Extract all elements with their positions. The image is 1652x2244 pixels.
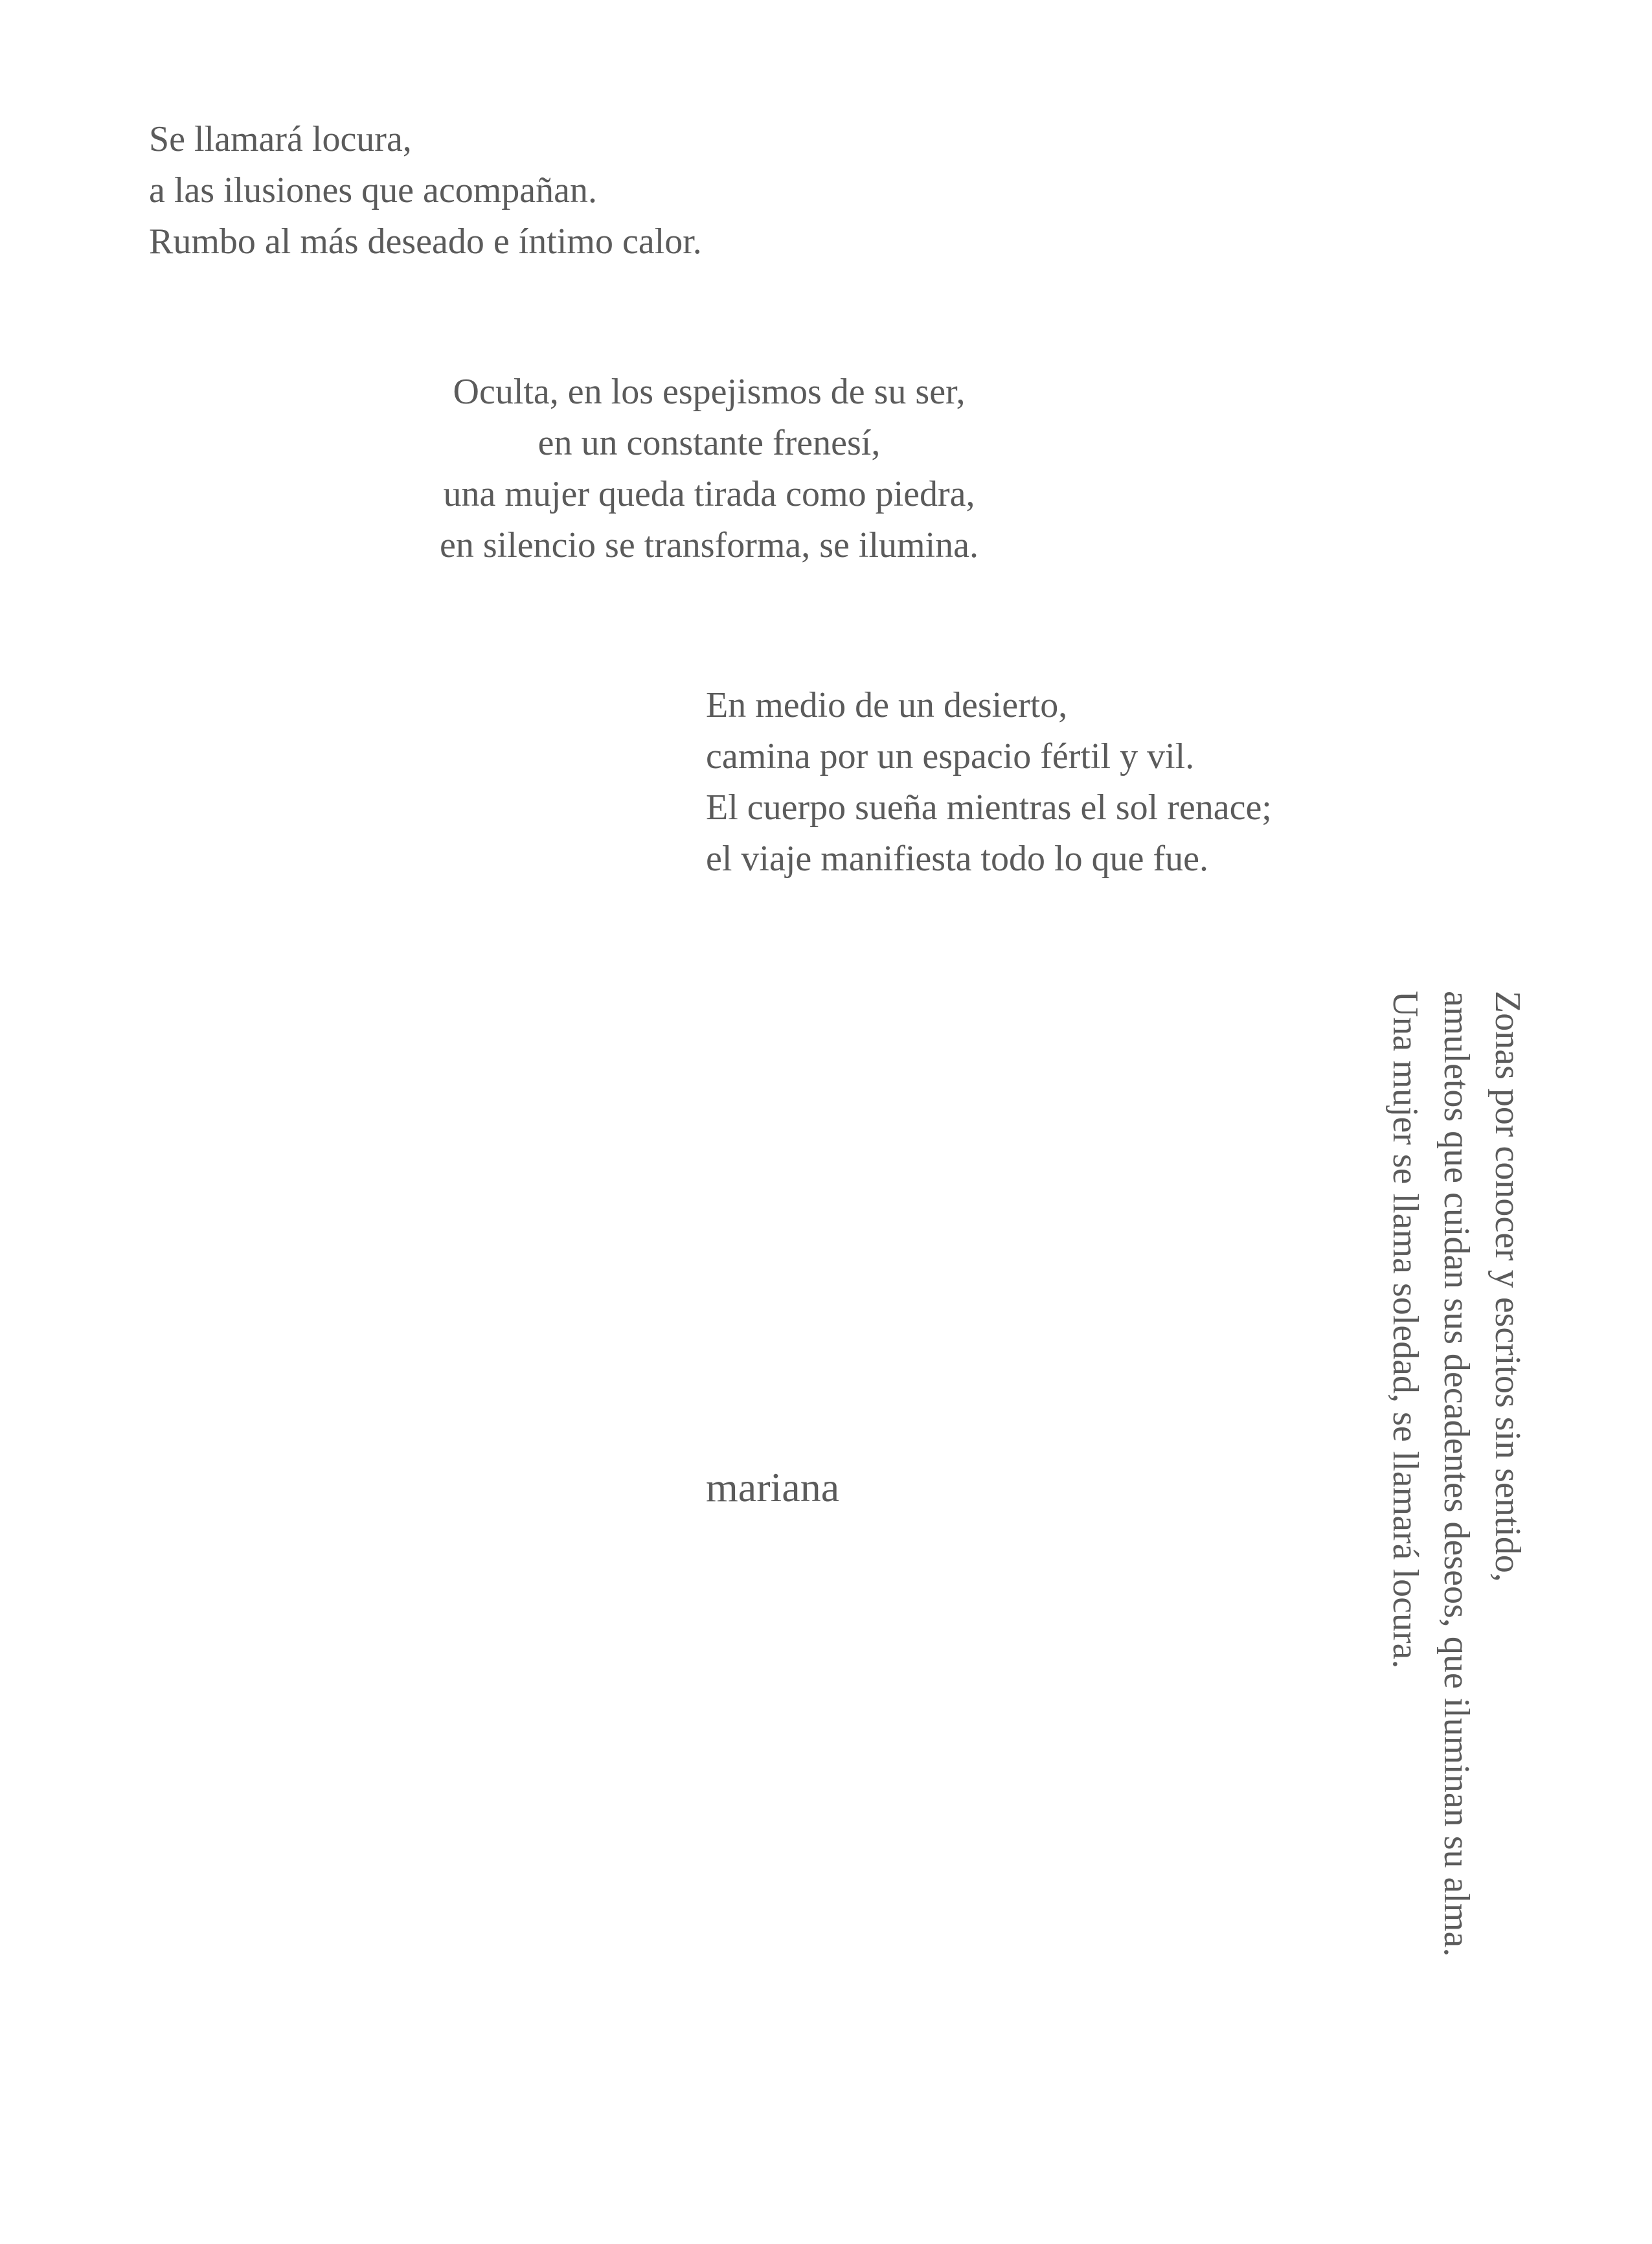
stanza-line: camina por un espacio fértil y vil. xyxy=(706,736,1195,776)
stanza-line: El cuerpo sueña mientras el sol renace; xyxy=(706,788,1272,828)
stanza-2 xyxy=(385,367,1033,571)
stanza-line: en silencio se transforma, se ilumina. xyxy=(440,525,979,565)
author-signature: mariana xyxy=(706,1464,840,1510)
stanza-line: Se llamará locura, xyxy=(149,119,412,159)
stanza-line: a las ilusiones que acompañan. xyxy=(149,170,598,210)
stanza-line: Rumbo al más deseado e íntimo calor. xyxy=(149,221,702,262)
stanza-line: Una mujer se llama soledad, se llamará locura. xyxy=(1385,991,1425,1669)
stanza-line: amuletos que cuidan sus decadentes deseos, que iluminan su alma. xyxy=(1436,991,1477,1957)
stanza-line: en un constante frenesí, xyxy=(537,423,881,463)
stanza-line: En medio de un desierto, xyxy=(706,685,1068,725)
stanza-4-vertical xyxy=(1379,991,1533,1956)
stanza-1 xyxy=(149,114,702,267)
stanza-line: Zonas por conocer y escritos sin sentido, xyxy=(1488,991,1528,1582)
stanza-line: el viaje manifiesta todo lo que fue. xyxy=(706,839,1208,879)
stanza-line: Oculta, en los espejismos de su ser, xyxy=(453,372,966,412)
stanza-3 xyxy=(706,680,1272,885)
stanza-line: una mujer queda tirada como piedra, xyxy=(443,474,975,514)
